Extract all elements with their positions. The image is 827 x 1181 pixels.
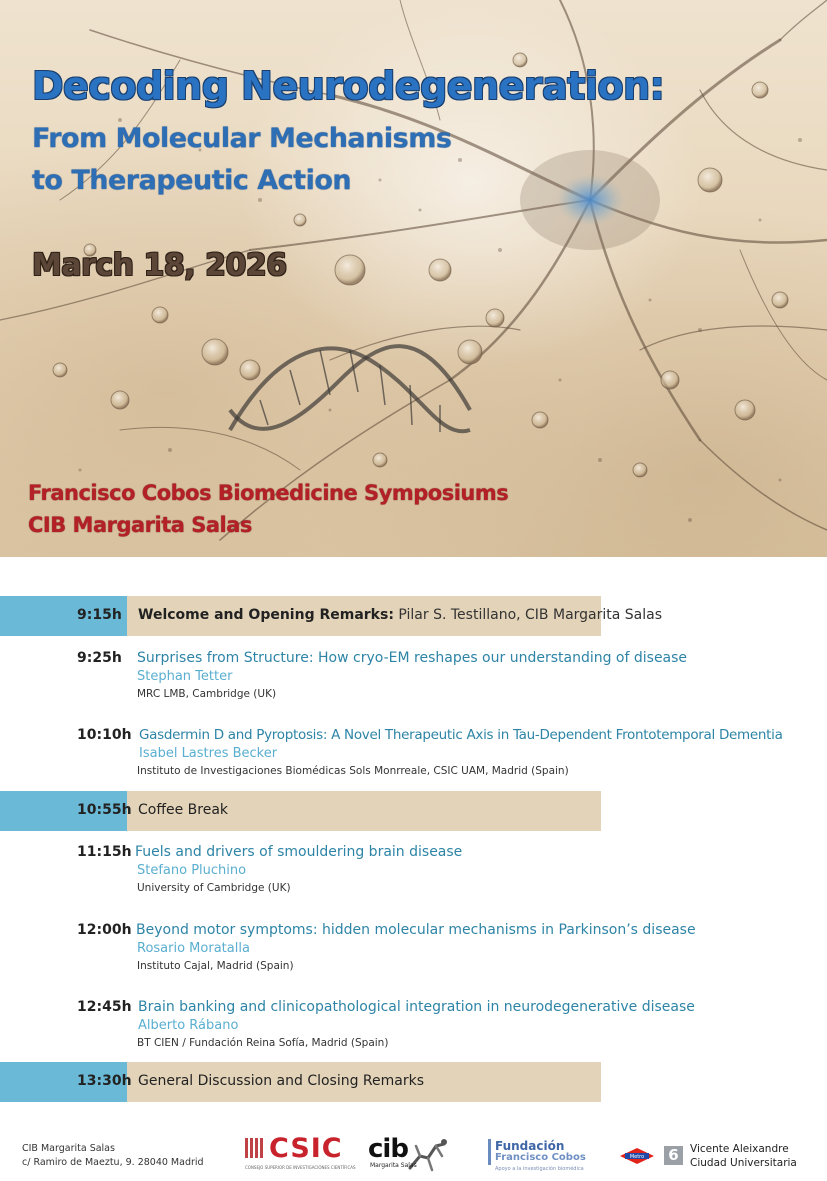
talk-title: Beyond motor symptoms: hidden molecular mechanisms in Parkinson’s disease [136,922,696,938]
session-time: 10:55h [77,802,132,818]
talk-affiliation: University of Cambridge (UK) [137,882,291,894]
session-label: Coffee Break [138,802,229,818]
coffee-break-band [0,791,601,831]
series-name: Francisco Cobos Biomedicine Symposiums [28,481,509,505]
closing-session-band [0,1062,601,1102]
talk-affiliation: MRC LMB, Cambridge (UK) [137,688,277,700]
station-2: Ciudad Universitaria [690,1157,797,1169]
talk-affiliation: Instituto de Investigaciones Biomédicas Sols Monrreale, CSIC UAM, Madrid (Spain) [137,765,569,777]
talk-item [0,844,827,914]
title-line-2: From Molecular Mechanisms [32,123,452,154]
metro-label: Metro [629,1154,645,1160]
address-line-2: c/ Ramiro de Maeztu, 9. 28040 Madrid [22,1157,204,1168]
talk-time: 10:10h [77,727,132,743]
fundacion-tagline: Apoyo a la investigación biomédica [495,1166,584,1172]
talk-speaker: Alberto Rábano [138,1018,239,1033]
session-time: 9:15h [77,607,122,623]
event-date: March 18, 2026 [32,248,287,283]
csic-logo [245,1133,357,1174]
talk-time: 9:25h [77,650,122,666]
metro-stations [690,1142,797,1170]
title-line-3: to Therapeutic Action [32,165,352,196]
session-label: General Discussion and Closing Remarks [138,1073,425,1089]
talk-time: 11:15h [77,844,132,860]
metro-logo-icon [620,1148,654,1164]
talk-title: Fuels and drivers of smouldering brain disease [135,844,463,860]
talk-title: Brain banking and clinicopathological integration in neurodegenerative disease [138,999,695,1015]
talk-title: Gasdermin D and Pyroptosis: A Novel Therapeutic Axis in Tau-Dependent Frontotemporal Dementia [139,727,783,743]
talk-item [0,999,827,1069]
talk-speaker: Stefano Pluchino [137,863,247,878]
fundacion-logo [488,1139,586,1175]
session-time: 13:30h [77,1073,132,1089]
talk-title: Surprises from Structure: How cryo-EM reshapes our understanding of disease [137,650,688,666]
csic-emblem-icon [245,1138,265,1158]
title-line-1: Decoding Neurodegeneration: [32,64,665,108]
fundacion-name-2: Francisco Cobos [495,1152,586,1163]
host-institute: CIB Margarita Salas [28,513,252,537]
talk-affiliation: Instituto Cajal, Madrid (Spain) [137,960,294,972]
opening-label: Welcome and Opening Remarks: [138,607,394,623]
cib-tagline: Margarita Salas [370,1162,417,1169]
title-subtitle [32,118,451,202]
csic-tagline: CONSEJO SUPERIOR DE INVESTIGACIONES CIENTÍFICAS [245,1165,356,1170]
talk-time: 12:00h [77,922,132,938]
talk-item [0,922,827,992]
csic-wordmark: CSIC [269,1133,343,1164]
address-line-1: CIB Margarita Salas [22,1143,115,1154]
opening-speaker: Pilar S. Testillano, CIB Margarita Salas [393,607,663,623]
talk-speaker: Stephan Tetter [137,669,233,684]
opening-session-band [0,596,663,636]
station-1: Vicente Aleixandre [690,1143,789,1155]
hero-banner [0,0,827,557]
fundacion-name: Fundación [495,1139,565,1153]
cib-logo [368,1134,448,1176]
talk-speaker: Rosario Moratalla [137,941,250,956]
talk-speaker: Isabel Lastres Becker [139,746,278,761]
fundacion-bar [488,1139,491,1165]
venue-address [22,1142,204,1170]
session-label [138,607,662,623]
talk-item [0,727,827,797]
talk-item [0,650,827,720]
metro-line-badge: 6 [664,1146,683,1165]
talk-time: 12:45h [77,999,132,1015]
talk-affiliation: BT CIEN / Fundación Reina Sofía, Madrid (Spain) [137,1037,389,1049]
cib-wordmark: cib [368,1134,408,1164]
